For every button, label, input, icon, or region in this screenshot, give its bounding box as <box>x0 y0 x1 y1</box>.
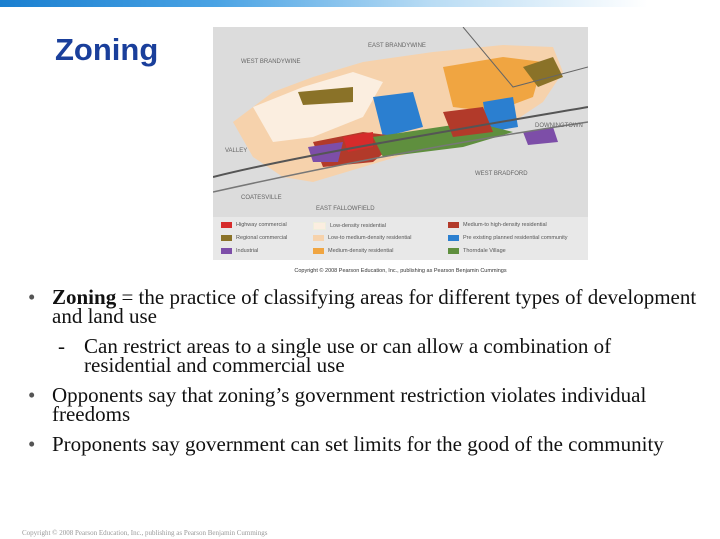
legend-label: Medium-to high-density residential <box>463 222 547 228</box>
bullet-item <box>28 383 698 426</box>
legend-item <box>448 222 547 228</box>
legend-label: Highway commercial <box>236 222 287 228</box>
legend-swatch <box>221 248 232 254</box>
legend-swatch <box>221 222 232 228</box>
label-west-bradford: WEST BRADFORD <box>475 171 528 177</box>
dash-icon: - <box>58 334 65 358</box>
label-valley: VALLEY <box>225 148 248 154</box>
term-bold: Zoning <box>52 285 117 309</box>
legend-swatch <box>448 248 459 254</box>
legend-label: Pre existing planned residential community <box>463 235 568 241</box>
bullet-icon: • <box>28 383 36 407</box>
legend-label: Thorndale Village <box>463 248 506 254</box>
legend-label: Low-density residential <box>330 223 386 229</box>
label-east-fallowfield: EAST FALLOWFIELD <box>316 206 375 212</box>
legend-item <box>313 248 393 254</box>
legend-item <box>221 248 258 254</box>
legend-swatch <box>448 235 459 241</box>
map-legend <box>213 217 588 260</box>
legend-label: Regional commercial <box>236 235 288 241</box>
bullet-text: Opponents say that zoning’s government restriction violates individual freedoms <box>52 383 647 426</box>
zoning-map <box>213 27 588 217</box>
bullet-item <box>28 432 698 456</box>
bullet-text: Can restrict areas to a single use or can allow a combination of residential and commercial use <box>84 334 612 377</box>
bullet-icon: • <box>28 285 36 309</box>
legend-item <box>313 222 386 230</box>
legend-swatch <box>313 222 326 230</box>
legend-item <box>221 235 287 241</box>
label-downingtown: DOWNINGTOWN <box>535 123 583 129</box>
legend-swatch <box>221 235 232 241</box>
legend-label: Low-to medium-density residential <box>328 235 412 241</box>
label-west-brandywine: WEST BRANDYWINE <box>241 59 301 65</box>
slide-footer-copyright: Copyright © 2008 Pearson Education, Inc., publishing as Pearson Benjamin Cummings <box>22 529 268 537</box>
legend-item <box>221 222 287 228</box>
legend-item <box>313 235 411 241</box>
legend-swatch <box>313 248 324 254</box>
bullet-icon: • <box>28 432 36 456</box>
bullet-list <box>28 285 698 465</box>
legend-item <box>448 235 568 241</box>
map-copyright: Copyright © 2008 Pearson Education, Inc., publishing as Pearson Benjamin Cummings <box>294 268 507 274</box>
slide-title: Zoning <box>55 32 159 67</box>
sub-bullet-item <box>28 334 698 377</box>
legend-swatch <box>448 222 459 228</box>
label-coatesville: COATESVILLE <box>241 195 282 201</box>
legend-label: Industrial <box>236 248 259 254</box>
legend-label: Medium-density residential <box>328 248 394 254</box>
top-gradient-bar <box>0 0 720 7</box>
bullet-text: = the practice of classifying areas for different types of development and land use <box>52 285 697 328</box>
bullet-text: Proponents say government can set limits for the good of the community <box>52 432 664 456</box>
bullet-item <box>28 285 698 328</box>
label-east-brandywine: EAST BRANDYWINE <box>368 43 426 49</box>
legend-swatch <box>313 235 324 241</box>
legend-item <box>448 248 506 254</box>
